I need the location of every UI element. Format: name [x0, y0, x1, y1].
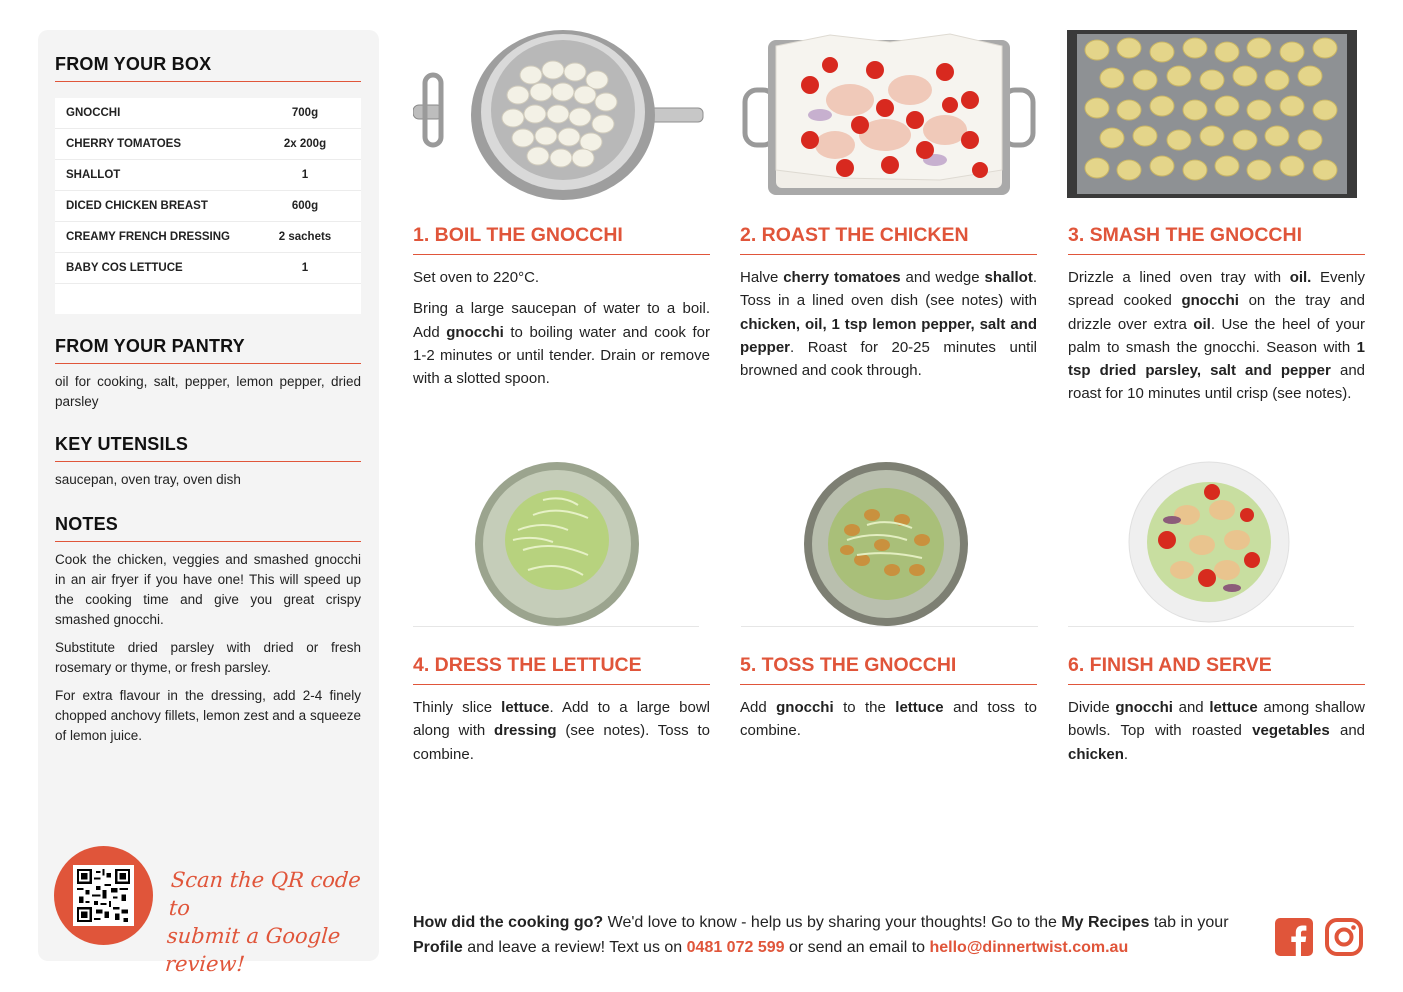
- step-4-body: [413, 696, 710, 774]
- step-ingredient-highlight: dressing: [494, 722, 557, 740]
- table-row: [55, 98, 361, 129]
- step-paragraph: [740, 266, 1037, 382]
- step-ingredient-highlight: chicken: [1068, 745, 1124, 763]
- step-text: .: [1123, 745, 1129, 763]
- table-row: [55, 129, 361, 160]
- footer-text-4: or send an email to: [784, 939, 930, 956]
- step-ingredient-highlight: gnocchi: [776, 699, 834, 716]
- instagram-icon[interactable]: [1325, 918, 1363, 956]
- ingredient-name: CHERRY TOMATOES: [66, 138, 182, 150]
- photo-divider: [1068, 626, 1354, 627]
- pantry-title: FROM YOUR PANTRY: [55, 336, 361, 364]
- step-text: . Use the heel of your palm to smash the gnocchi. Season with: [1068, 315, 1365, 356]
- step-text: (see notes). Toss to combine.: [413, 722, 710, 763]
- note-item: Substitute dried parsley with dried or fresh rosemary or thyme, or fresh parsley.: [55, 640, 361, 675]
- step-ingredient-highlight: chicken, oil, 1 tsp lemon pepper, salt and pepper: [740, 315, 1037, 356]
- step-ingredient-highlight: lettuce: [1209, 699, 1258, 716]
- step-ingredient-highlight: gnocchi: [1181, 292, 1239, 310]
- step-ingredient-highlight: gnocchi: [446, 323, 504, 341]
- step-text: Thinly slice: [413, 699, 502, 716]
- step-ingredient-highlight: shallot: [984, 269, 1033, 286]
- photo-finish-serve: [1127, 460, 1291, 624]
- step-text: and: [1172, 699, 1210, 716]
- step-text: . Toss in a lined oven dish (see notes) with: [740, 269, 1037, 310]
- photo-divider: [413, 626, 699, 627]
- step-paragraph: [740, 696, 1037, 743]
- step-text: and roast for 10 minutes until crisp (see notes).: [1068, 362, 1365, 403]
- step-paragraph: [413, 266, 710, 289]
- notes-title: NOTES: [55, 514, 361, 542]
- my-recipes-link[interactable]: My Recipes: [1061, 914, 1150, 931]
- step-ingredient-highlight: 1 tsp dried parsley, salt and pepper: [1068, 338, 1365, 380]
- step-text: and toss to combine.: [740, 699, 1037, 740]
- step-text: Set oven to 220°C.: [413, 269, 540, 286]
- step-1-title: 1. BOIL THE GNOCCHI: [413, 224, 710, 255]
- facebook-icon[interactable]: [1275, 918, 1313, 956]
- footer-text-1: We'd love to know - help us by sharing your thoughts! Go to the: [603, 914, 1062, 931]
- step-3-title: 3. SMASH THE GNOCCHI: [1068, 224, 1365, 255]
- qr-line-1: Scan the QR code to: [168, 868, 362, 920]
- ingredient-name: GNOCCHI: [66, 107, 121, 119]
- footer-text-2: tab in your: [1149, 914, 1229, 931]
- step-text: . Add to a large bowl along with: [413, 699, 710, 740]
- table-row: [55, 253, 361, 284]
- step-ingredient-highlight: gnocchi: [1115, 699, 1173, 716]
- footer-text-3: and leave a review! Text us on: [462, 939, 687, 956]
- step-text: to the: [833, 699, 896, 716]
- ingredient-qty: 1: [301, 262, 309, 274]
- step-text: Bring a large saucepan of water to a boil. Add: [413, 300, 710, 341]
- step-text: and: [1329, 722, 1366, 740]
- step-text: Halve: [740, 269, 784, 286]
- step-ingredient-highlight: lettuce: [501, 699, 550, 716]
- review-footer: [413, 910, 1263, 960]
- profile-link[interactable]: Profile: [413, 939, 463, 956]
- photo-divider: [741, 626, 1038, 627]
- photo-smash-gnocchi: [1067, 30, 1357, 198]
- footer-question: How did the cooking go?: [413, 914, 604, 931]
- note-item: For extra flavour in the dressing, add 2-4 finely chopped anchovy fillets, lemon zest and a squeeze of lemon juice.: [55, 688, 361, 743]
- photo-boil-gnocchi: [413, 30, 711, 200]
- step-2-title: 2. ROAST THE CHICKEN: [740, 224, 1037, 255]
- step-text: Add: [740, 699, 777, 716]
- ingredient-qty: 2 sachets: [278, 231, 332, 243]
- step-text: among shallow bowls. Top with roasted: [1068, 699, 1365, 740]
- phone-link[interactable]: 0481 072 599: [686, 939, 785, 956]
- step-5-body: [740, 696, 1037, 751]
- table-row: [55, 191, 361, 222]
- step-6-body: [1068, 696, 1365, 774]
- step-text: Evenly spread cooked: [1068, 269, 1365, 310]
- sidebar: [38, 30, 379, 976]
- step-ingredient-highlight: oil.: [1289, 269, 1312, 286]
- step-text: Divide: [1068, 699, 1116, 716]
- ingredient-qty: 700g: [291, 107, 319, 119]
- step-paragraph: [1068, 696, 1365, 766]
- notes-list: [55, 550, 361, 746]
- ingredient-qty: 2x 200g: [283, 138, 327, 150]
- email-link[interactable]: hello@dinnertwist.com.au: [929, 939, 1129, 956]
- step-ingredient-highlight: lettuce: [895, 699, 944, 716]
- step-text: to boiling water and cook for 1-2 minutes or until tender. Drain or remove with a slotted spoon.: [413, 323, 710, 388]
- ingredient-name: SHALLOT: [66, 169, 121, 181]
- note-item: Cook the chicken, veggies and smashed gnocchi in an air fryer if you have one! This will speed up the cooking time and give you great crispy smashed gnocchi.: [55, 552, 361, 627]
- step-ingredient-highlight: vegetables: [1252, 722, 1330, 740]
- utensils-title: KEY UTENSILS: [55, 434, 361, 462]
- qr-badge: [54, 846, 153, 945]
- ingredient-name: DICED CHICKEN BREAST: [66, 200, 208, 212]
- step-3-body: [1068, 266, 1365, 414]
- qr-review-text: [164, 866, 368, 978]
- utensils-text: saucepan, oven tray, oven dish: [55, 472, 241, 487]
- ingredient-qty: 1: [301, 169, 309, 181]
- table-row-empty: [55, 284, 361, 314]
- pantry-text: oil for cooking, salt, pepper, lemon pepper, dried parsley: [55, 374, 361, 409]
- step-4-title: 4. DRESS THE LETTUCE: [413, 654, 710, 685]
- step-paragraph: [413, 696, 710, 766]
- table-row: [55, 160, 361, 191]
- qr-review-block: [54, 846, 364, 976]
- step-text: . Roast for 20-25 minutes until browned and cook through.: [740, 338, 1037, 380]
- photo-dress-lettuce: [473, 460, 641, 628]
- step-text: and wedge: [900, 269, 985, 286]
- ingredient-qty: 600g: [291, 200, 319, 212]
- step-5-title: 5. TOSS THE GNOCCHI: [740, 654, 1037, 685]
- step-6-title: 6. FINISH AND SERVE: [1068, 654, 1365, 685]
- step-1-body: [413, 266, 710, 398]
- box-ingredients-table: [55, 98, 361, 314]
- photo-roast-chicken: [740, 30, 1038, 200]
- qr-line-2: submit a Google review!: [164, 924, 342, 976]
- step-text: Drizzle a lined oven tray with: [1068, 269, 1290, 286]
- step-paragraph: [1068, 266, 1365, 406]
- ingredient-name: BABY COS LETTUCE: [66, 262, 183, 274]
- step-paragraph: [413, 297, 710, 390]
- step-text: on the tray and drizzle over extra: [1068, 292, 1365, 333]
- photo-toss-gnocchi: [802, 460, 970, 628]
- box-title: FROM YOUR BOX: [55, 54, 361, 82]
- ingredient-name: CREAMY FRENCH DRESSING: [66, 231, 230, 243]
- step-ingredient-highlight: oil: [1193, 315, 1211, 333]
- step-2-body: [740, 266, 1037, 390]
- qr-code-icon[interactable]: [73, 865, 134, 926]
- table-row: [55, 222, 361, 253]
- step-ingredient-highlight: cherry tomatoes: [783, 269, 901, 286]
